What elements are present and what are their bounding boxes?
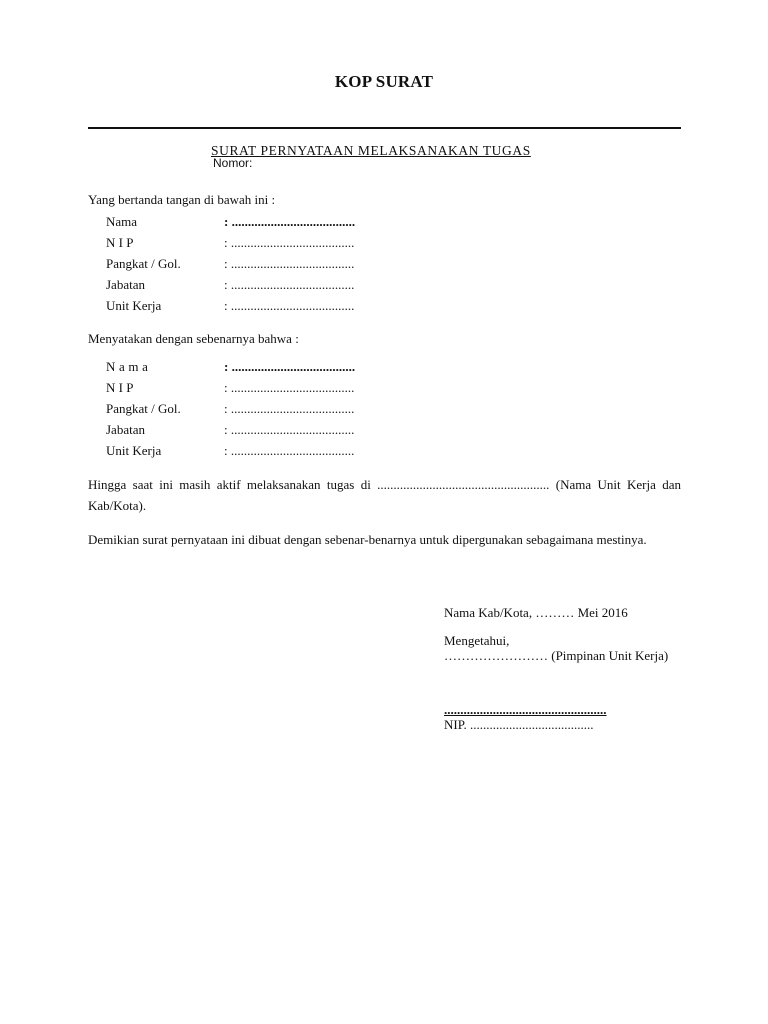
field-label-nama: Nama [106, 359, 152, 374]
field-value-nama: : ...................................... [224, 214, 356, 229]
field-value-unit-kerja: : ...................................... [224, 298, 355, 313]
document-number-label: Nomor: [213, 156, 253, 170]
paragraph-active-duty: Hingga saat ini masih aktif melaksanakan tugas di ..................................................... (Nama Unit Kerja dan Kab/Kota). [88, 477, 681, 513]
document-title: SURAT PERNYATAAN MELAKSANAKAN TUGAS [211, 143, 531, 158]
field-value-nama: : ...................................... [224, 359, 356, 374]
field-label-jabatan: Jabatan [106, 277, 145, 292]
field-label-nama: Nama [106, 214, 138, 229]
signature-nip: NIP. ...................................... [444, 717, 594, 732]
field-label-pangkat: Pangkat / Gol. [106, 401, 181, 416]
field-value-jabatan: : ...................................... [224, 277, 355, 292]
section1-intro: Yang bertanda tangan di bawah ini : [88, 192, 276, 207]
field-value-jabatan: : ...................................... [224, 422, 355, 437]
field-value-pangkat: : ...................................... [224, 256, 355, 271]
field-label-pangkat: Pangkat / Gol. [106, 256, 181, 271]
field-value-pangkat: : ...................................... [224, 401, 355, 416]
signature-place-date: Nama Kab/Kota, ……… Mei 2016 [444, 605, 628, 620]
section2-intro: Menyatakan dengan sebenarnya bahwa : [88, 331, 299, 346]
field-value-unit-kerja: : ...................................... [224, 443, 355, 458]
field-label-unit-kerja: Unit Kerja [106, 298, 162, 313]
signature-acknowledged: Mengetahui, [444, 633, 510, 648]
letterhead-title: KOP SURAT [334, 72, 434, 91]
signature-name-line: .................................................. [444, 702, 607, 717]
field-label-jabatan: Jabatan [106, 422, 145, 437]
signature-supervisor-title: …………………… (Pimpinan Unit Kerja) [444, 648, 669, 663]
field-label-nip: N I P [106, 235, 134, 250]
field-value-nip: : ...................................... [224, 380, 355, 395]
field-label-nip: N I P [106, 380, 134, 395]
field-value-nip: : ...................................... [224, 235, 355, 250]
letterhead-divider [88, 127, 681, 129]
paragraph-closing: Demikian surat pernyataan ini dibuat dengan sebenar-benarnya untuk dipergunakan sebagaimana mestinya. [88, 532, 647, 547]
field-label-unit-kerja: Unit Kerja [106, 443, 162, 458]
